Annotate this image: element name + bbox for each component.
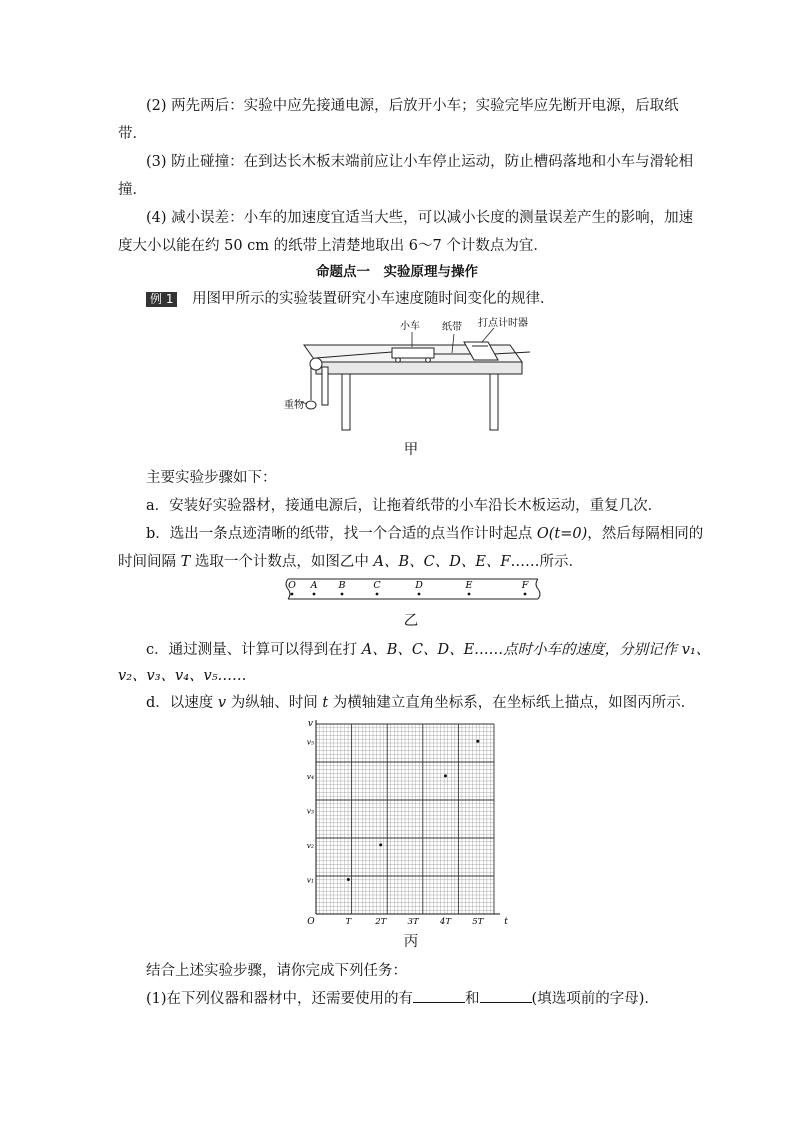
step-c-line2: v₂、v₃、v₄、v₅…… xyxy=(118,668,247,684)
note-3-line1: (3) 防止碰撞：在到达长木板末端前应让小车停止运动，防止槽码落地和小车与滑轮相 xyxy=(146,154,694,170)
step-b-math: A、B、C、D、E、F xyxy=(373,554,511,570)
tape-dot xyxy=(376,593,379,596)
step-b-math: T xyxy=(180,554,191,570)
tape-point-label: A xyxy=(310,580,318,591)
tape-dot xyxy=(418,593,421,596)
weight xyxy=(306,401,316,409)
caption-yi: 乙 xyxy=(403,613,419,629)
step-c-text: ……点时小车的速度，分别记作 v₁、 xyxy=(474,642,711,658)
example-line xyxy=(146,289,555,309)
data-point xyxy=(444,774,447,777)
table-leg xyxy=(322,367,328,405)
data-point xyxy=(347,878,350,881)
wheel xyxy=(426,358,431,363)
step-b-line1 xyxy=(146,524,703,544)
label-timer: 打点计时器 xyxy=(478,318,528,329)
tape-figure xyxy=(282,577,544,603)
x-tick-label: 4T xyxy=(439,917,451,926)
leader-line xyxy=(482,328,494,342)
step-d-math: t xyxy=(322,695,329,711)
step-b-text: 选取一个计数点，如图乙中 xyxy=(190,554,374,570)
y-tick-label: v₅ xyxy=(306,737,314,747)
y-axis-label: v xyxy=(307,719,313,729)
step-b-text: ，然后每隔相同的 xyxy=(587,526,704,542)
question-text: (填选项前的字母)． xyxy=(531,991,659,1007)
tape-end xyxy=(536,579,540,599)
section-title: 命题点一 实验原理与操作 xyxy=(316,264,478,280)
tape-dot xyxy=(468,593,471,596)
note-2-line1: (2) 两先两后：实验中应先接通电源，后放开小车；实验完毕应先断开电源，后取纸 xyxy=(146,98,679,114)
step-d xyxy=(146,693,695,713)
x-tick-label: 2T xyxy=(375,917,387,926)
data-point xyxy=(476,740,479,743)
question-1 xyxy=(146,988,659,1009)
tasks-intro: 结合上述实验步骤，请你完成下列任务： xyxy=(146,963,407,979)
note-3-line2: 撞． xyxy=(118,182,147,198)
tape-dot xyxy=(291,593,294,596)
steps-intro: 主要实验步骤如下： xyxy=(146,470,277,486)
y-tick-label: v₂ xyxy=(306,840,314,850)
tape-point-label: F xyxy=(521,580,529,591)
y-tick-label: v₁ xyxy=(306,875,314,885)
x-tick-label: T xyxy=(345,917,352,926)
label-tape: 纸带 xyxy=(442,322,462,333)
step-b-text: ……所示． xyxy=(510,554,583,570)
x-axis-label: t xyxy=(504,917,508,926)
origin-label: O xyxy=(307,917,315,926)
tape-point-label: E xyxy=(465,580,473,591)
step-c-line1 xyxy=(146,640,710,660)
pulley xyxy=(310,358,322,370)
label-car: 小车 xyxy=(400,321,420,332)
tape-point-label: D xyxy=(415,580,423,591)
x-tick-label: 5T xyxy=(472,917,484,926)
example-text: 用图甲所示的实验装置研究小车速度随时间变化的规律． xyxy=(192,291,555,307)
step-b-line2 xyxy=(118,552,583,572)
note-4-line1: (4) 减小误差：小车的加速度宜适当大些，可以减小长度的测量误差产生的影响，加速 xyxy=(146,210,694,226)
data-point xyxy=(379,843,382,846)
table-leg xyxy=(490,374,498,430)
caption-jia: 甲 xyxy=(403,442,419,458)
tape-point-label: C xyxy=(373,580,381,591)
step-d-text: 为横轴建立直角坐标系，在坐标纸上描点，如图丙所示． xyxy=(328,695,696,711)
tape-point-label: O xyxy=(288,580,296,591)
step-d-text: 为纵轴、时间 xyxy=(226,695,323,711)
step-d-text: d．以速度 xyxy=(146,695,218,711)
step-b-text: 时间间隔 xyxy=(118,554,181,570)
tape-dot xyxy=(313,593,316,596)
answer-blank[interactable] xyxy=(413,988,465,1003)
table-edge xyxy=(316,362,522,374)
answer-blank[interactable] xyxy=(480,988,532,1003)
y-tick-label: v₃ xyxy=(306,806,314,816)
y-tick-label: v₄ xyxy=(306,771,314,781)
wheel xyxy=(396,358,401,363)
step-c-text: c．通过测量、计算可以得到在打 xyxy=(146,642,362,658)
step-d-math: v xyxy=(217,695,227,711)
note-4-line2: 度大小以能在约 50 cm 的纸带上清楚地取出 6～7 个计数点为宜． xyxy=(118,238,548,254)
apparatus-figure xyxy=(282,312,532,434)
step-c-math: A、B、C、D、E xyxy=(361,642,475,658)
tape-dot xyxy=(524,593,527,596)
tape-dot xyxy=(341,593,344,596)
step-b-math: O(t=0) xyxy=(536,526,588,542)
x-tick-label: 3T xyxy=(407,917,419,926)
tape-point-label: B xyxy=(338,580,346,591)
example-badge: 例 1 xyxy=(146,292,177,307)
car xyxy=(392,348,434,358)
table-leg xyxy=(342,374,350,430)
question-text: 和 xyxy=(465,991,480,1007)
label-weight: 重物 xyxy=(284,400,304,411)
caption-bing: 丙 xyxy=(403,934,419,950)
note-2-line2: 带． xyxy=(118,126,147,142)
question-text: (1)在下列仪器和器材中，还需要使用的有 xyxy=(146,991,414,1007)
step-b-text: b．选出一条点迹清晰的纸带，找一个合适的点当作计时起点 xyxy=(146,526,537,542)
step-a: a．安装好实验器材，接通电源后，让拖着纸带的小车沿长木板运动，重复几次． xyxy=(146,498,663,514)
vt-chart xyxy=(300,718,520,926)
